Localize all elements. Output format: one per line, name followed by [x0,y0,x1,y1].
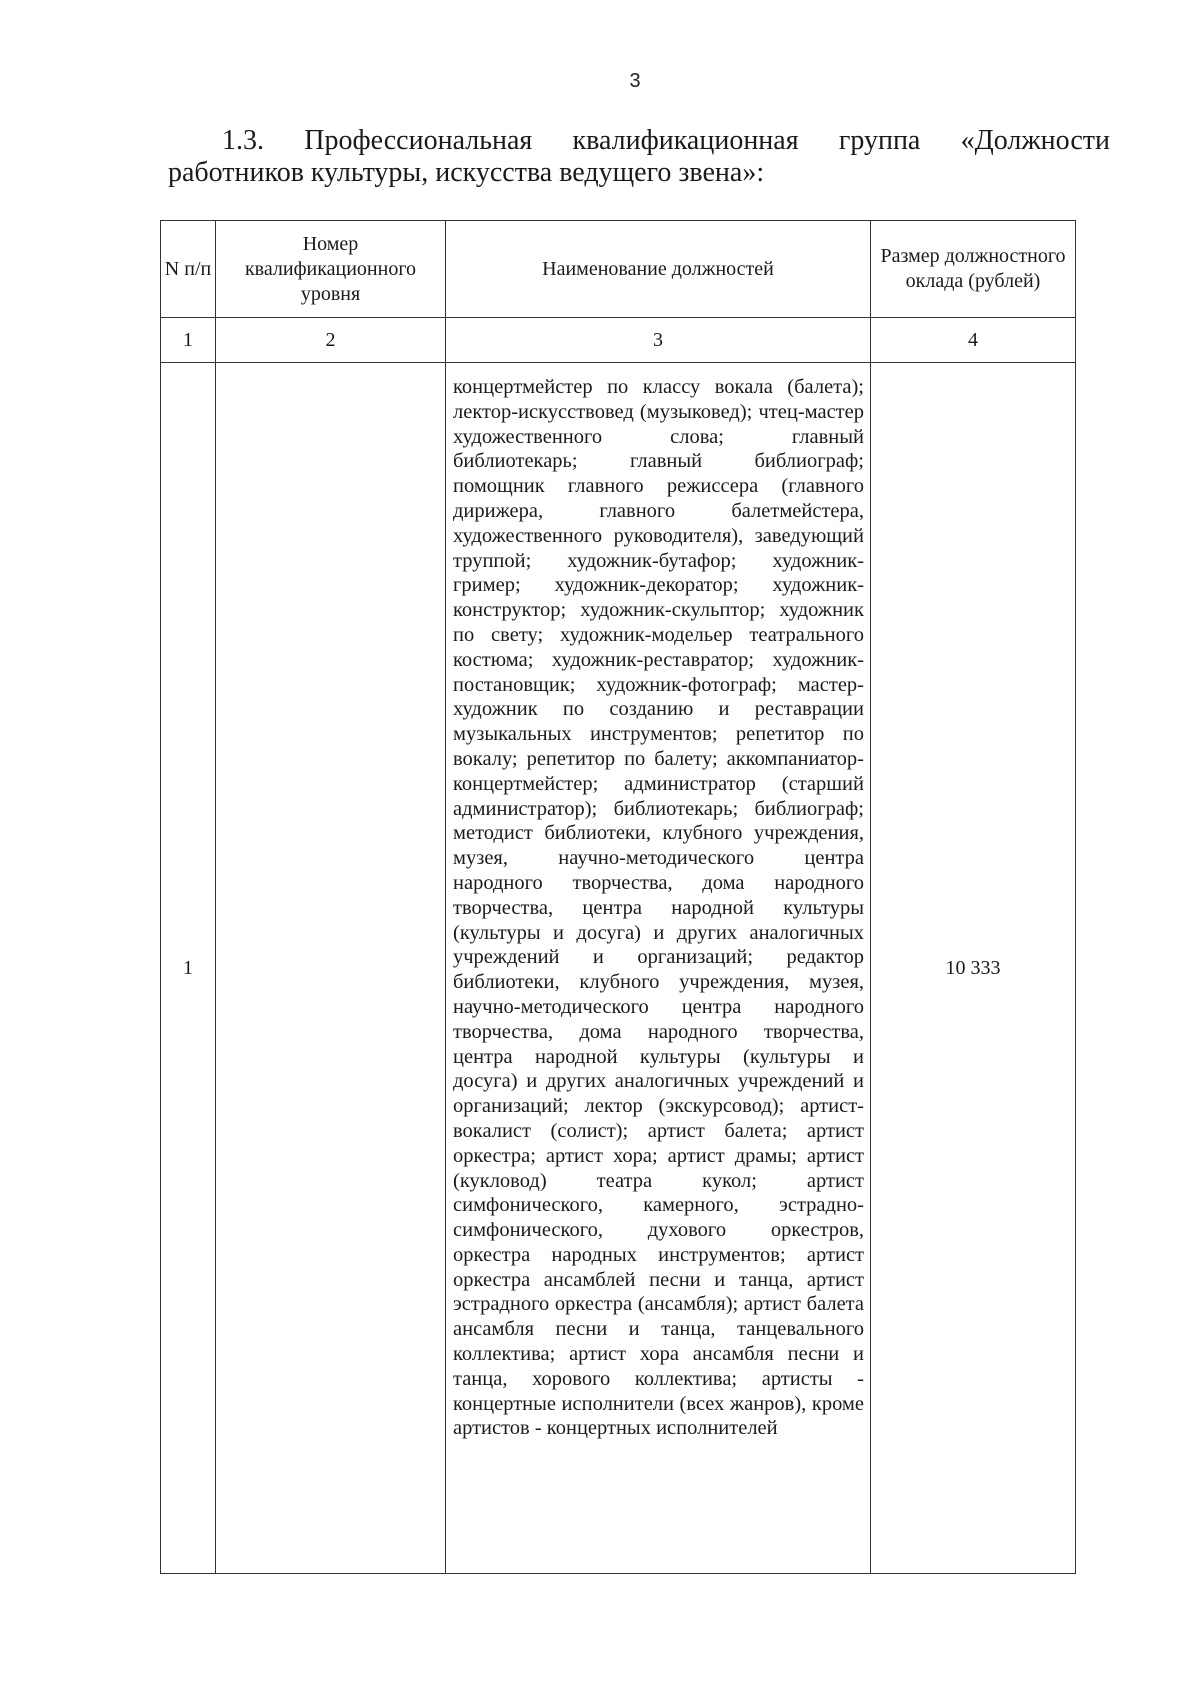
header-salary: Размер должностного оклада (рублей) [871,221,1076,318]
column-number: 2 [216,318,446,363]
heading-line-2: работников культуры, искусства ведущего звена»: [168,157,765,188]
header-level: Номер квалификационного уровня [216,221,446,318]
heading-line-1: 1.3. Профессиональная квалификационная группа «Должности [222,125,1110,156]
column-number: 4 [871,318,1076,363]
row-number: 1 [161,363,216,1574]
section-heading [168,125,1110,189]
table-row [161,363,1076,1574]
column-number: 3 [446,318,871,363]
page-number: 3 [629,70,641,92]
header-number: N п/п [161,221,216,318]
row-salary: 10 333 [871,363,1076,1574]
table-header-row [161,221,1076,318]
row-positions: концертмейстер по классу вокала (балета); лектор-искусствовед (музыковед); чтец-мастер художественного слова; главный библиотекарь; главный библиограф; помощник главного режиссера (главного дирижера, главного балетмейстера, художественного руководителя), заведующий труппой; художник-бутафор; художник-гример; художник-декоратор; художник-конструктор; художник-скульптор; художник по свету; художник-модельер театрального костюма; художник-реставратор; художник-постановщик; художник-фотограф; мастер-художник по созданию и реставрации музыкальных инструментов; репетитор по вокалу; репетитор по балету; аккомпаниатор-концертмейстер; администратор (старший администратор); библиотекарь; библиограф; методист библиотеки, клубного учреждения, музея, научно-методического центра народного творчества, дома народного творчества, центра народной культуры (культуры и досуга) и других аналогичных учреждений и организаций; редактор библиотеки, клубного учреждения, музея, научно-методического центра народного творчества, дома народного творчества, центра народной культуры (культуры и досуга) и других аналогичных учреждений и организаций; лектор (экскурсовод); артист-вокалист (солист); артист балета; артист оркестра; артист хора; артист драмы; артист (кукловод) театра кукол; артист симфонического, камерного, эстрадно-симфонического, духового оркестров, оркестра народных инструментов; артист оркестра ансамблей песни и танца, артист эстрадного оркестра (ансамбля); артист балета ансамбля песни и танца, танцевального коллектива; артист хора ансамбля песни и танца, хорового коллектива; артисты - концертные исполнители (всех жанров), кроме артистов - концертных исполнителей [446,363,871,1574]
row-level [216,363,446,1574]
header-positions: Наименование должностей [446,221,871,318]
column-number: 1 [161,318,216,363]
positions-table [160,220,1076,1574]
column-number-row [161,318,1076,363]
